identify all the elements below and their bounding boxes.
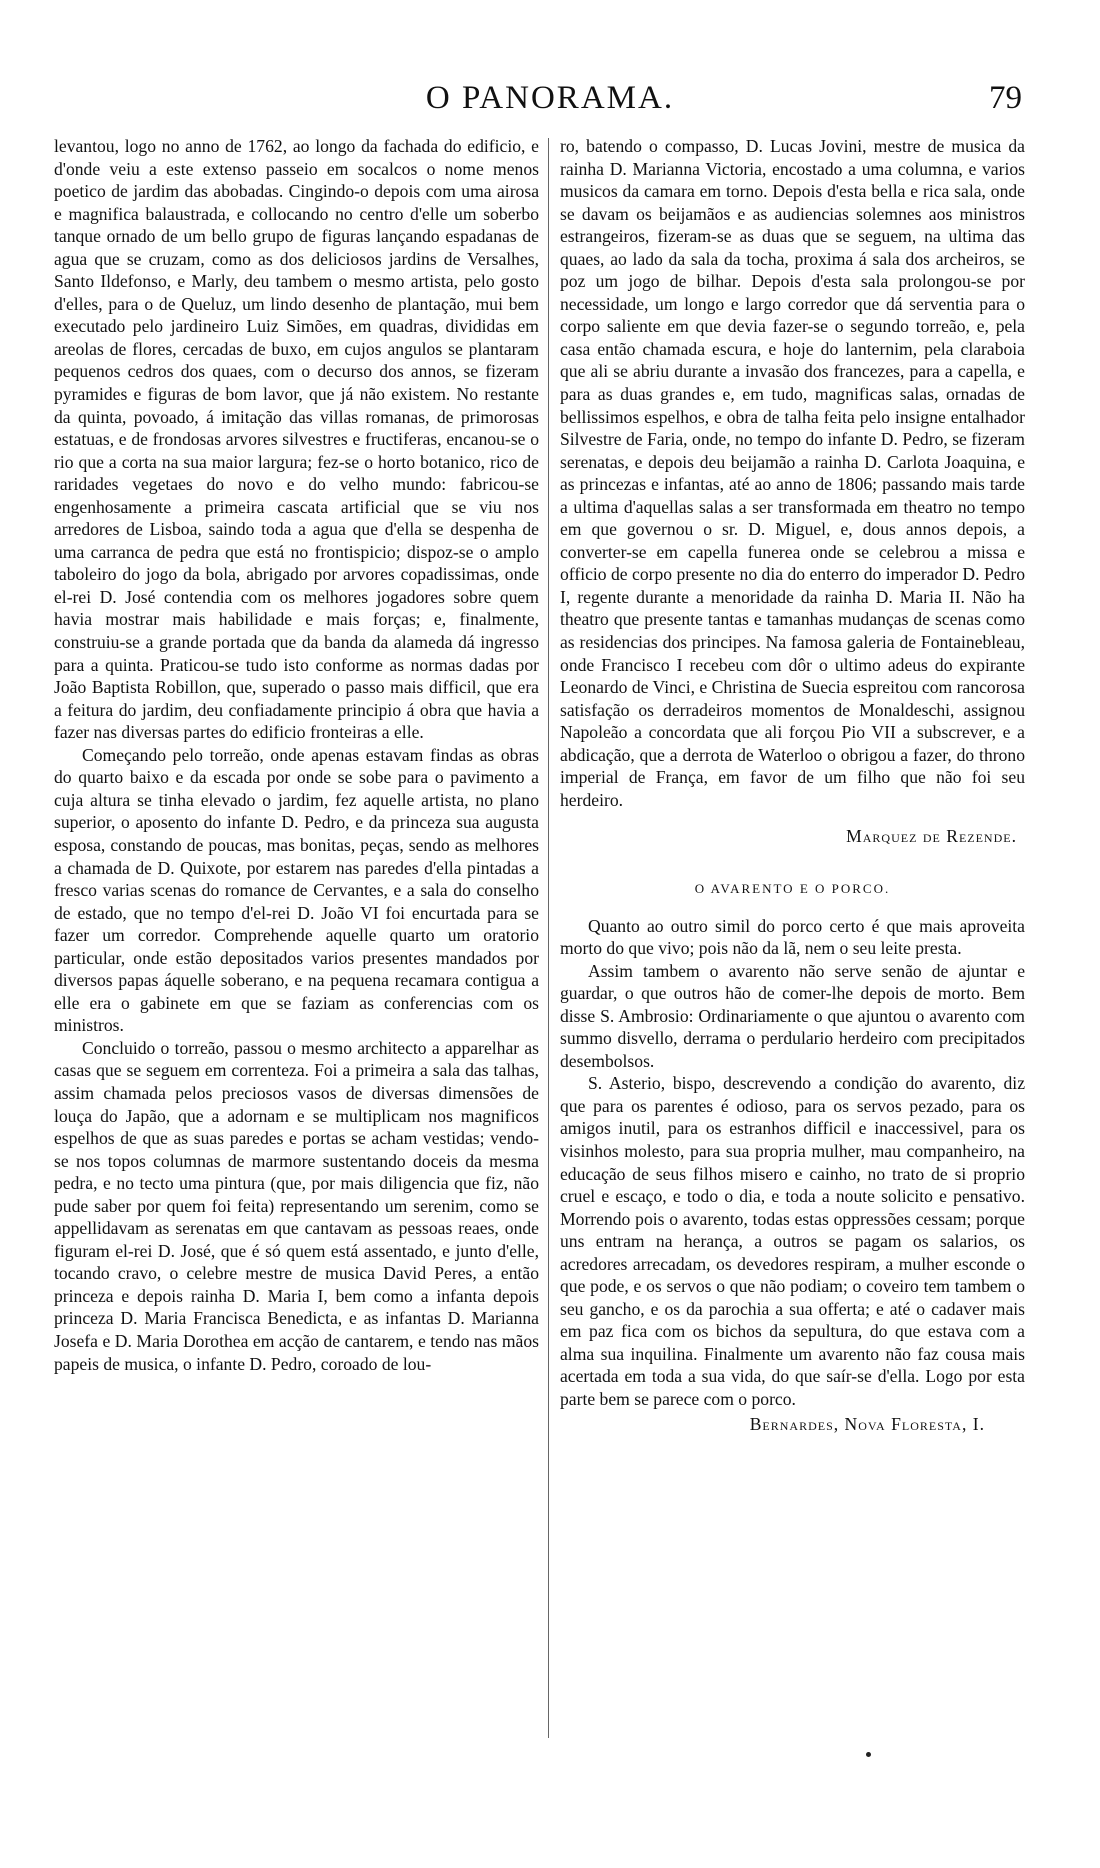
paragraph: Começando pelo torreão, onde apenas estavam findas as obras do quarto baixo e da escada por onde se sobe para o pavimento a cuja altura se tinha elevado o jardim, fez aquelle artista, no plano superior, o aposento do infante D. Pedro, e da princeza sua augusta esposa, constando de poucas, mas bonitas, peças, sendo as melhores a chamada de D. Quixote, por estarem nas paredes d'ella pintadas a fresco varias scenas do romance de Cervantes, e a sala do conselho de estado, que no tempo d'el-rei D. João VI foi encurtada para se fazer um corredor. Comprehende aquelle quarto um oratorio particular, onde estão depositados varios presentes mandados por diversos papas áquelle soberano, e na pequena recamara contigua a elle era o gabinete em que se faziam as conferencias com os ministros. xyxy=(54,744,539,1036)
left-column xyxy=(54,135,539,1375)
right-column xyxy=(560,135,1025,1435)
paragraph: S. Asterio, bispo, descrevendo a condição do avarento, diz que para os parentes é odioso, para os servos pezado, para os amigos inutil, para os estranhos difficil e inaccessivel, para os visinhos molesto, para sua propria mulher, mau companheiro, na educação de seus filhos misero e cainho, no trato de si proprio cruel e escaço, e todo o dia, e toda a noute solicito e pensativo. Morrendo pois o avarento, todas estas oppressões cessam; porque uns entram na herança, a outros se pagam os salarios, os acredores arrecadam, os devedores respiram, a mulher esconde o que pode, e os servos o que não podiam; o coveiro tem tambem o seu gancho, e os da parochia a sua offerta; e até o cadaver mais em paz fica com os bichos da sepultura, do que estava com a alma sua inquilina. Finalmente um avarento não faz cousa mais acertada em toda a sua vida, do que saír-se d'ella. Logo por esta parte bem se parece com o porco. xyxy=(560,1073,1025,1409)
masthead xyxy=(0,78,1100,118)
running-title: O PANORAMA. xyxy=(425,80,675,116)
paragraph: levantou, logo no anno de 1762, ao longo da fachada do edificio, e d'onde veiu a este extenso passeio em socalcos o nome menos poetico de jardim das abobadas. Cingindo-o depois com uma airosa e magnifica balaustrada, e collocando no centro d'elle um soberbo tanque ornado de um bello grupo de figuras lançando espadanas de agua que se cruzam, como as dos deliciosos jardins de Versalhes, Santo Ildefonso, e Marly, deu tambem o mesmo artista, pelo gosto d'elles, para o de Queluz, um lindo desenho de plantação, mui bem executado pelo jardineiro Luiz Simões, em quadras, divididas em areolas de flores, cercadas de buxo, em cujos angulos se plantaram pequenos cedros dos quaes, com o decurso dos annos, se fizeram pyramides e figuras de bom lavor, que já não existem. No restante da quinta, povoado, á imitação das villas romanas, de primorosas estatuas, e de frondosas arvores silvestres e fructiferas, encanou-se o rio que a corta na sua maior largura; fez-se o horto botanico, rico de raridades vegetaes do novo e do velho mundo: fabricou-se engenhosamente a primeira cascata artificial que se viu nos arredores de Lisboa, saindo toda a agua que d'ella se despenha de uma carranca de pedra que está no frontispicio; dispoz-se o amplo taboleiro do jogo da bola, abrigado por arvores copadissimas, onde el-rei D. José contendia com os melhores jogadores sobre quem havia mostrar mais habilidade e mais forças; e, finalmente, construiu-se a grande portada que da banda da alameda dá ingresso para a quinta. Praticou-se tudo isto conforme as normas dadas por João Baptista Robillon, que, superado o passo mais difficil, que era a feitura do jardim, deu confiadamente principio á obra que havia a fazer nas diversas partes do edificio fronteiras a elle. xyxy=(54,136,539,743)
paragraph: Quanto ao outro simil do porco certo é que mais aproveita morto do que vivo; pois não da lã, nem o seu leite presta. xyxy=(560,915,1025,959)
source-signature: Bernardes, Nova Floresta, I. xyxy=(749,1413,985,1434)
paragraph: ro, batendo o compasso, D. Lucas Jovini, mestre de musica da rainha D. Marianna Victoria, encostado a uma columna, e varios musicos da camara em torno. Depois d'esta bella e rica sala, onde se davam os beijamãos e as audiencias solemnes aos ministros estrangeiros, fizeram-se as duas que se seguem, na ultima das quaes, ao lado da sala da tocha, proxima á sala dos archeiros, se poz um jogo de bilhar. Depois d'esta sala prolongou-se por necessidade, um longo e largo corredor que dá serventia para o corpo saliente em que devia fazer-se o segundo torreão, e, pela casa então chamada escura, e hoje do lanternim, pela claraboia que ali se abriu durante a invasão dos francezes, para a capella, e para as duas grandes e, em tudo, magnificas salas, ornadas de bellissimos espelhos, e obra de talha feita pelo insigne entalhador Silvestre de Faria, onde, no tempo do infante D. Pedro, se fizeram serenatas, e depois deu beijamão a rainha D. Carlota Joaquina, e as princezas e infantas, até ao anno de 1806; passando mais tarde a ultima d'aquellas salas a ser transformada em theatro no tempo em que governou o sr. D. Miguel, e, dous annos depois, a converter-se em capella funerea onde se celebrou a missa e officio de corpo presente no dia do enterro do imperador D. Pedro I, regente durante a menoridade da rainha D. Maria II. Não ha theatro que presente tantas e tamanhas mudanças de scenas como as residencias dos principes. Na famosa galeria de Fontainebleau, onde Francisco I recebeu com dôr o ultimo adeus do expirante Leonardo de Vinci, e Christina de Suecia espreitou com rancorosa satisfação os derradeiros momentos de Monaldeschi, assignou Napoleão a concordata que ali forçou Pio VII a subscrever, e a abdicação, que a derrota de Waterloo o obrigou a fazer, do throno imperial de França, em favor de um filho que não foi seu herdeiro. xyxy=(560,136,1025,810)
author-signature: Marquez de Rezende. xyxy=(846,826,1017,847)
page-number: 79 xyxy=(989,80,1022,116)
paragraph: Assim tambem o avarento não serve senão de ajuntar e guardar, o que outros hão de comer-lhe depois de morto. Bem disse S. Ambrosio: Ordinariamente o que ajuntou o avarento com summo disvello, derrama o perdulario herdeiro com precipitados desembolsos. xyxy=(560,960,1025,1071)
printer-dot xyxy=(866,1752,871,1757)
paragraph: Concluido o torreão, passou o mesmo architecto a apparelhar as casas que se seguem em correnteza. Foi a primeira a sala das talhas, assim chamada pelos preciosos vasos de diversas dimensões de louça do Japão, que a adornam e se multiplicam nos magnificos espelhos de que as suas paredes e portas se acham vestidas; vendo-se nos topos columnas de marmore sustentando doceis da mesma pedra, e no tecto uma pintura (que, por mais diligencia que fiz, não pude saber por quem foi feita) representando um serenim, como se appellidavam as serenatas em que cantavam as pessoas reaes, onde figuram el-rei D. José, que é só quem está assentado, e junto d'elle, tocando cravo, o celebre mestre de musica David Peres, a então princeza e depois rainha D. Maria I, bem como a infanta depois princeza D. Maria Francisca Benedicta, e as infantas D. Marianna Josefa e D. Maria Dorothea em acção de cantarem, e tendo nas mãos papeis de musica, o infante D. Pedro, coroado de lou- xyxy=(54,1037,539,1374)
column-rule xyxy=(548,138,549,1738)
section-title: O AVARENTO E O PORCO. xyxy=(694,880,891,896)
